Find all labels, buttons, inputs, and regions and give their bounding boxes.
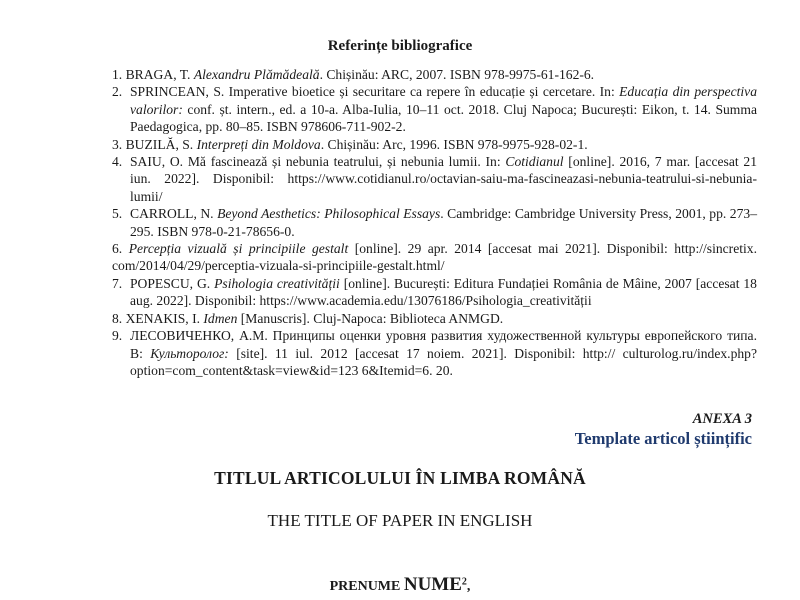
reference-title: Psihologia creativității [214,275,340,291]
reference-title: Beyond Aesthetics: Philosophical Essays [217,206,441,222]
article-title-english: THE TITLE OF PAPER IN ENGLISH [267,511,533,530]
reference-text: [online]. București: Editura Fundației România de Mâine, 2007 [accesat 18 aug. 2022]. Disponibil: https://www.academia.edu/13076186/Psihologia_creativității [130,275,757,309]
reference-text: BRAGA, T. [125,67,194,82]
reference-number: 5. [112,206,123,222]
reference-title: Alexandru Plămădeală [193,67,320,82]
reference-number: 1. [112,67,123,82]
reference-item [112,83,757,135]
reference-number: 2. [112,84,123,100]
reference-text: BUZILĂ, S. [125,136,197,152]
reference-text: [online]. 29 apr. 2014 [accesat mai 2021]. Disponibil: http://sincretix. com/2014/04/29/perceptia-vizuala-si-principiile-gestalt.html/ [112,241,757,274]
article-title-romanian: TITLUL ARTICOLULUI ÎN LIMBA ROMÂNĂ [214,468,586,488]
reference-title: Cotidianul [505,154,564,170]
author-footnote-marker: 2 [461,576,467,588]
reference-item [112,153,757,205]
reference-item [112,275,757,310]
reference-number: 6. [112,241,123,257]
reference-text: . Chișinău: Arc, 1996. ISBN 978-9975-928-02-1. [320,136,588,152]
reference-text: SPRINCEAN, S. Imperative bioetice și securitare ca repere în educație și cercetare. In: [130,84,620,100]
reference-title: Idmen [203,310,238,326]
reference-text: . Chișinău: ARC, 2007. ISBN 978-9975-61-162-6. [319,67,595,82]
references-list [112,66,757,379]
reference-text: conf. șt. intern., ed. a 10-a. Alba-Iulia, 10–11 oct. 2018. Cluj Napoca; București: Eikon, t. 14. Summa Paedagogica, pp. 80–85. ISBN 978606-711-902-2. [130,101,757,135]
reference-text: CARROLL, N. [130,206,218,222]
reference-text: . Cambridge: Cambridge University Press, 2001, pp. 273–295. ISBN 978-0-21-78656-0. [130,206,757,239]
reference-text: SAIU, O. Mă fascinează și nebunia teatrului, și nebunia lumii. In: [130,154,506,170]
annex-subtitle: Template articol științific [574,429,752,448]
reference-number: 7. [112,275,123,291]
annex-label: ANEXA 3 [692,411,752,427]
reference-text: POPESCU, G. [130,275,215,291]
reference-text: XENAKIS, I. [125,310,204,326]
reference-number: 3. [112,136,123,152]
reference-item [112,240,757,275]
reference-item [112,205,757,240]
reference-title: Культоролог: [150,345,229,361]
reference-title: Percepția vizuală și principiile gestalt [128,241,349,257]
reference-title: Interpreți din Moldova [196,136,321,152]
author-suffix: , [466,579,471,594]
author-last-name: NUME [403,574,462,595]
reference-title: Educația din perspectiva valorilor: [130,84,757,117]
reference-text: ЛЕСОВИЧЕНКО, А.М. Принципы оценки уровня развития художественной культуры европейского типа. В: [130,328,757,361]
reference-number: 8. [112,310,123,326]
reference-text: [site]. 11 iul. 2012 [accesat 17 noiem. 2021]. Disponibil: http:// culturolog.ru/index.php?option=com_content&task=view&id=123 6&Itemid=6. 20. [130,345,757,378]
reference-text: [Manuscris]. Cluj-Napoca: Biblioteca ANMGD. [237,310,504,326]
reference-item [112,66,757,83]
reference-text: [online]. 2016, 7 mar. [accesat 21 iun. 2022]. Disponibil: https://www.cotidianul.ro/octavian-saiu-ma-fascineazasi-nebunia-teatrului-si-nebunia-lumii/ [130,154,757,204]
reference-item [112,136,757,153]
references-heading: Referințe bibliografice [327,38,473,54]
author-first-name: PRENUME [329,579,401,594]
author-name [0,574,800,596]
reference-number: 4. [112,154,123,170]
reference-item [112,310,757,327]
reference-number: 9. [112,328,123,344]
reference-item [112,327,757,379]
